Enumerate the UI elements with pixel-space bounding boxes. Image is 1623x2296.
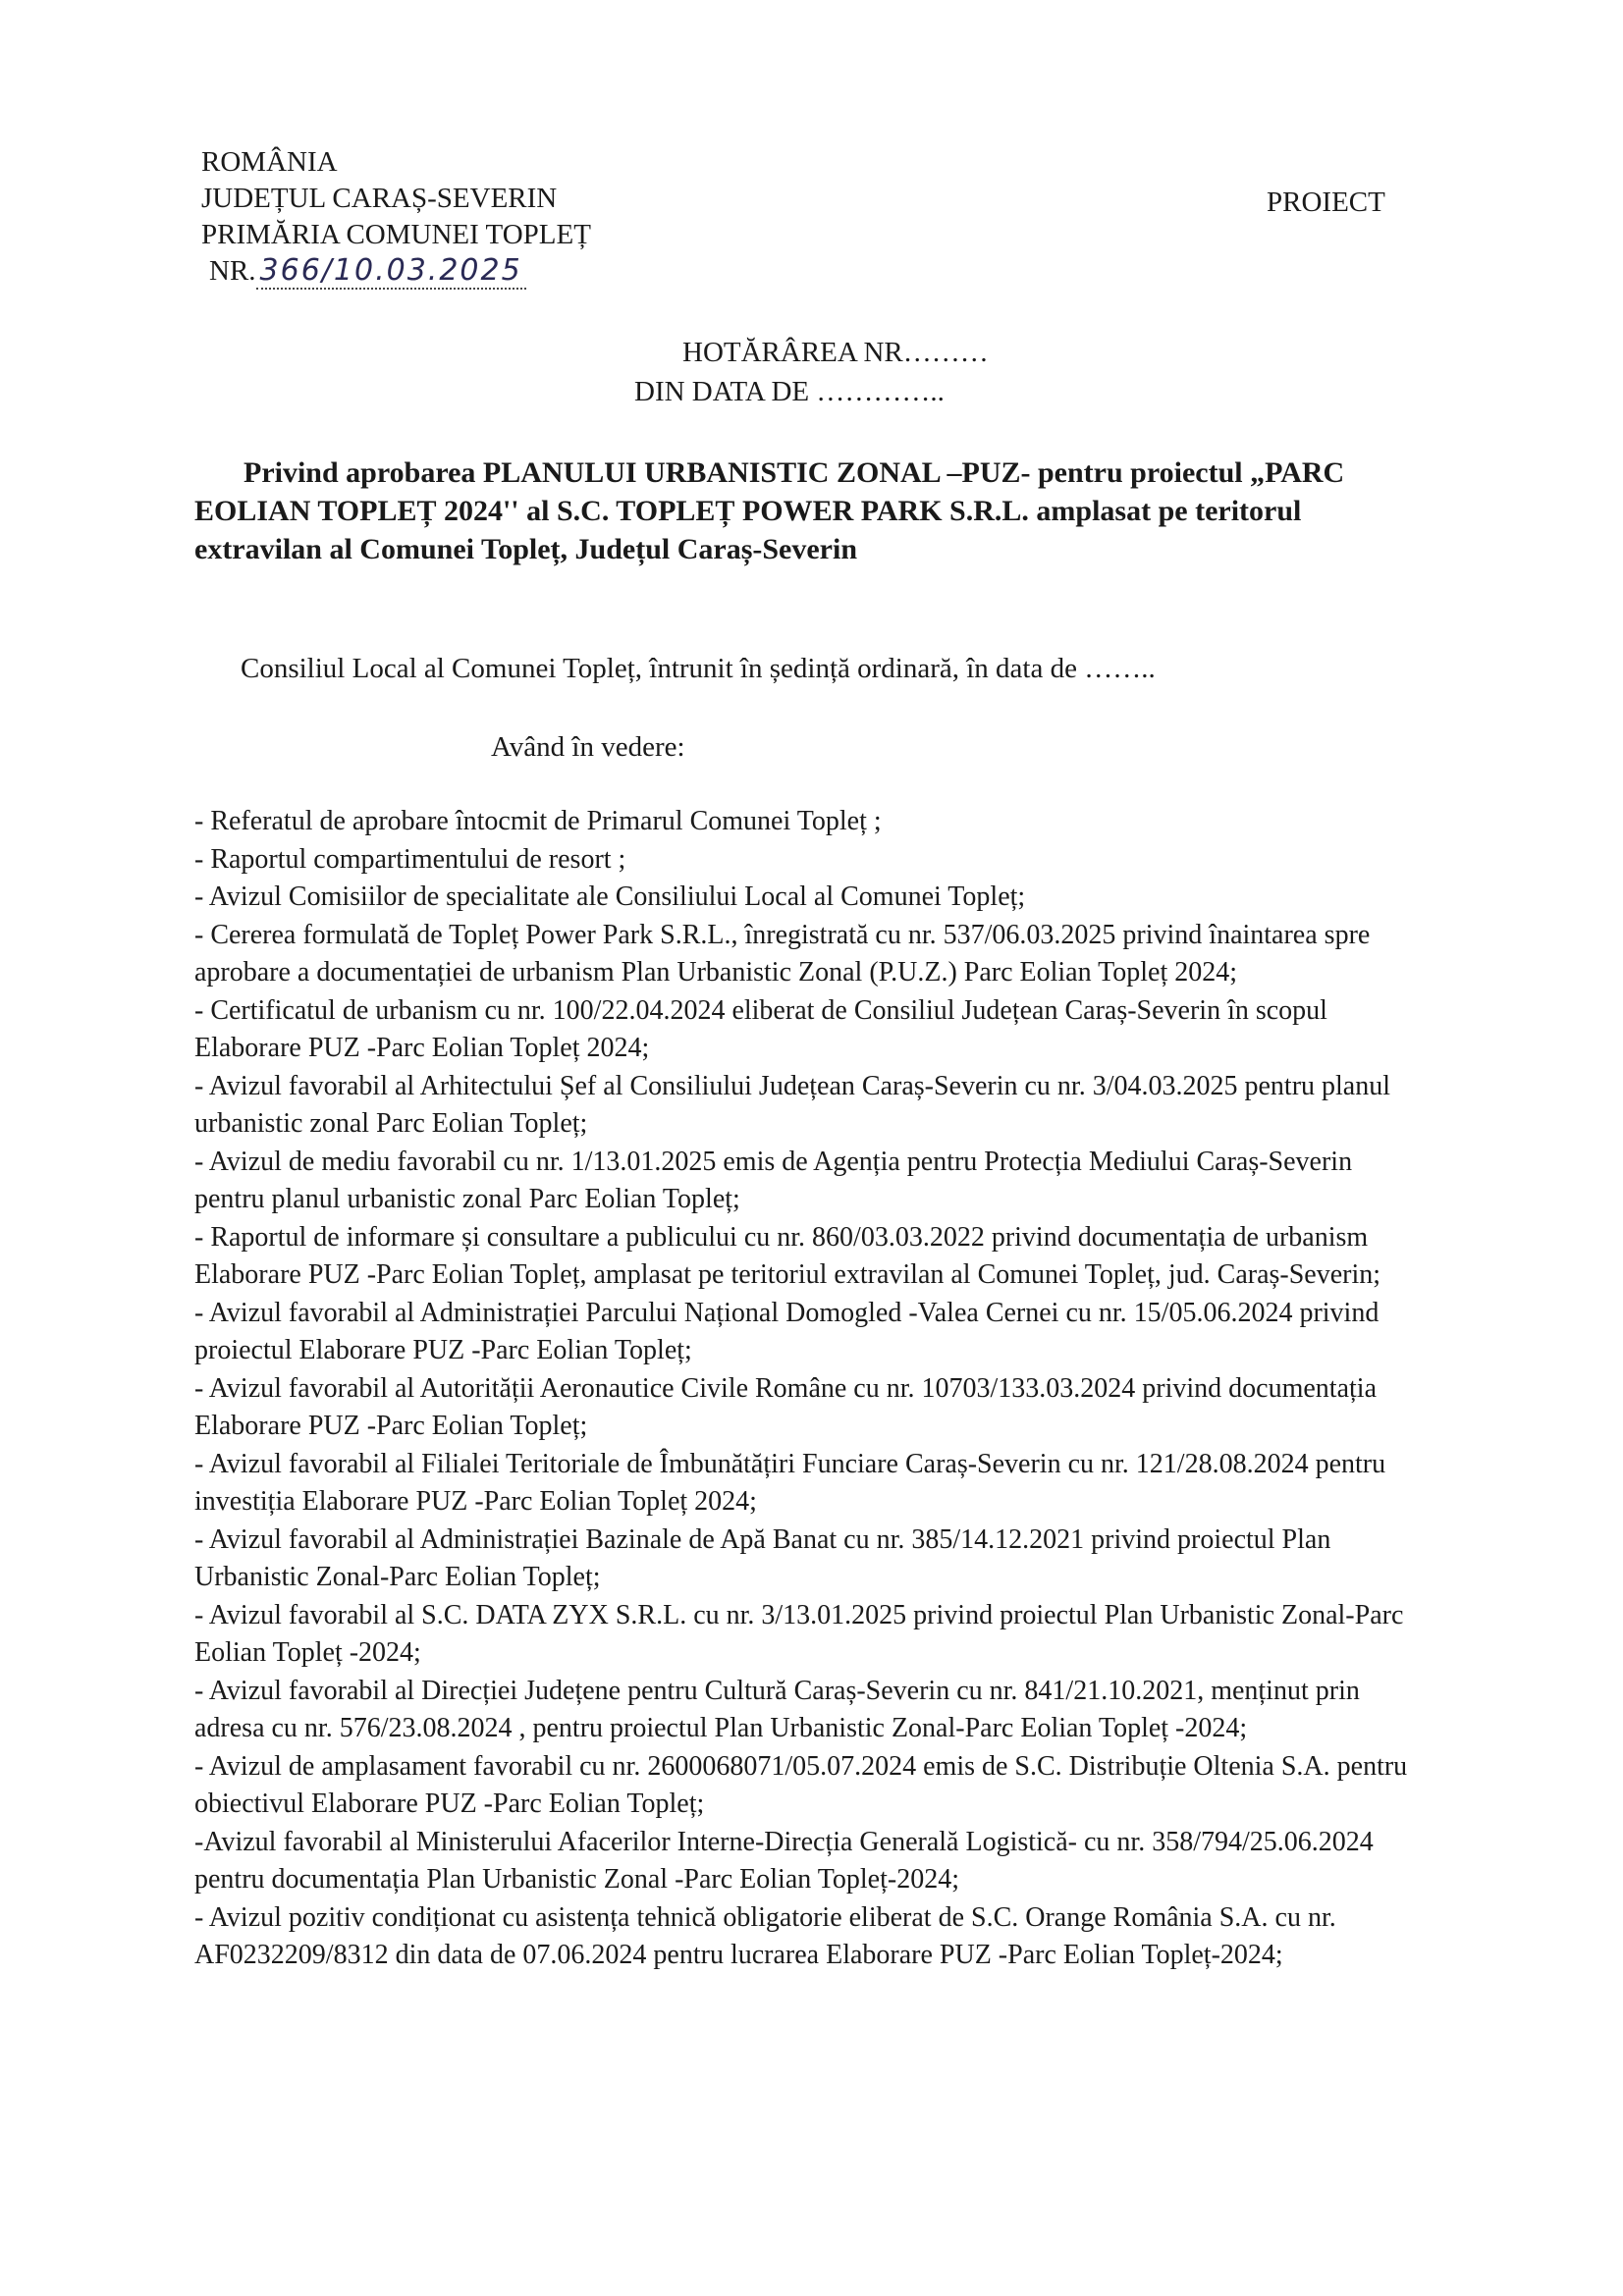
header-country: ROMÂNIA <box>201 146 338 178</box>
list-item: - Cererea formulată de Topleț Power Park S.R.L., înregistrată cu nr. 537/06.03.2025 privind înaintarea spre aprobare a documentației de urbanism Plan Urbanistic Zonal (P.U.Z.) Parc Eolian Topleț 2024; <box>194 919 1371 988</box>
list-item: - Avizul de mediu favorabil cu nr. 1/13.01.2025 emis de Agenția pentru Protecția Mediului Caraș-Severin pentru planul urbanistic zonal Parc Eolian Topleț; <box>194 1146 1353 1214</box>
list-item: - Avizul favorabil al Filialei Teritoriale de Îmbunătățiri Funciare Caraș-Severin cu nr. 121/28.08.2024 pentru investiția Elaborare PUZ -Parc Eolian Topleț 2024; <box>194 1448 1386 1517</box>
considerations-list <box>194 803 1412 1975</box>
list-item: - Avizul favorabil al Administrației Parcului Național Domogled -Valea Cernei cu nr. 15/05.06.2024 privind proiectul Elaborare PUZ -Parc Eolian Topleț; <box>194 1297 1380 1365</box>
list-item: - Avizul favorabil al Administrației Bazinale de Apă Banat cu nr. 385/14.12.2021 privind proiectul Plan Urbanistic Zonal-Parc Eolian Topleț; <box>194 1523 1331 1592</box>
list-item: - Avizul favorabil al Autorității Aeronautice Civile Române cu nr. 10703/133.03.2024 privind documentația Elaborare PUZ -Parc Eolian Topleț; <box>194 1372 1377 1441</box>
list-item: - Certificatul de urbanism cu nr. 100/22.04.2024 eliberat de Consiliul Județean Caraș-Severin în scopul Elaborare PUZ -Parc Eolian Topleț 2024; <box>194 994 1327 1063</box>
header-town-hall: PRIMĂRIA COMUNEI TOPLEȚ <box>201 219 591 250</box>
list-item: - Avizul Comisiilor de specialitate ale Consiliului Local al Comunei Topleț; <box>194 881 1026 912</box>
decision-title: HOTĂRÂREA NR……… <box>682 337 989 368</box>
list-item: - Avizul favorabil al Direcției Județene pentru Cultură Caraș-Severin cu nr. 841/21.10.2021, menținut prin adresa cu nr. 576/23.08.2024 , pentru proiectul Plan Urbanistic Zonal-Parc Eolian Topleț -2024; <box>194 1675 1360 1743</box>
list-item: - Avizul favorabil al S.C. DATA ZYX S.R.L. cu nr. 3/13.01.2025 privind proiectul Plan Urbanistic Zonal-Parc Eolian Topleț -2024; <box>194 1599 1404 1668</box>
list-item: - Avizul favorabil al Arhitectului Șef al Consiliului Județean Caraș-Severin cu nr. 3/04.03.2025 pentru planul urbanistic zonal Parc Eolian Topleț; <box>194 1070 1390 1139</box>
registration-number-label: NR. <box>209 255 256 287</box>
considering-heading: Având în vedere: <box>491 731 685 763</box>
list-item: -Avizul favorabil al Ministerului Afacerilor Interne-Direcția Generală Logistică- cu nr. 358/794/25.06.2024 pentru documentația Plan Urbanistic Zonal -Parc Eolian Topleț-2024; <box>194 1826 1374 1895</box>
registration-number <box>209 254 526 288</box>
list-item: - Referatul de aprobare întocmit de Primarul Comunei Topleț ; <box>194 806 882 836</box>
decision-subject: Privind aprobarea PLANULUI URBANISTIC ZONAL –PUZ- pentru proiectul „PARC EOLIAN TOPLEȚ 2024'' al S.C. TOPLEȚ POWER PARK S.R.L. amplasat pe teritorul extravilan al Comunei Topleț, Județul Caraș-Severin <box>194 456 1345 565</box>
list-item: - Raportul de informare și consultare a publicului cu nr. 860/03.03.2022 privind documentația de urbanism Elaborare PUZ -Parc Eolian Topleț, amplasat pe teritoriul extravilan al Comunei Topleț, jud. Caraș-Severin; <box>194 1221 1381 1290</box>
document-status: PROIECT <box>1267 187 1385 218</box>
header-county: JUDEȚUL CARAȘ-SEVERIN <box>201 183 558 214</box>
decision-date: DIN DATA DE ………….. <box>634 376 945 407</box>
handwritten-registration-number: 366/10.03.2025 <box>256 253 526 290</box>
list-item: - Avizul de amplasament favorabil cu nr. 2600068071/05.07.2024 emis de S.C. Distribuție Oltenia S.A. pentru obiectivul Elaborare PUZ -Parc Eolian Topleț; <box>194 1750 1408 1819</box>
list-item: - Avizul pozitiv condiționat cu asistența tehnică obligatorie eliberat de S.C. Orange România S.A. cu nr. AF0232209/8312 din data de 07.06.2024 pentru lucrarea Elaborare PUZ -Parc Eolian Topleț-2024; <box>194 1901 1336 1970</box>
council-intro: Consiliul Local al Comunei Topleț, întrunit în ședință ordinară, în data de …….. <box>241 653 1156 684</box>
list-item: - Raportul compartimentului de resort ; <box>194 843 626 875</box>
